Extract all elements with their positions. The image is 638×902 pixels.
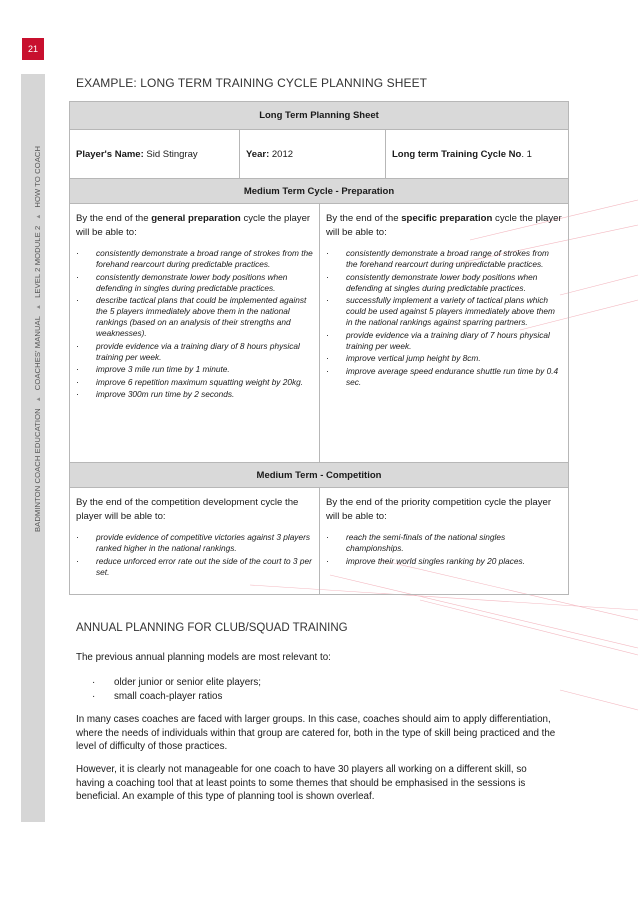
year-cell bbox=[240, 130, 386, 179]
year-label: Year: bbox=[246, 148, 270, 160]
competition-development-intro: By the end of the competition development cycle the player will be able to: bbox=[76, 497, 299, 522]
page-number: 21 bbox=[22, 38, 44, 60]
list-item: · reach the semi-finals of the national singles championships. bbox=[326, 532, 562, 554]
list-item: · improve average speed endurance shuttle run time by 0.4 sec. bbox=[326, 366, 562, 388]
year-value: 2012 bbox=[271, 148, 294, 160]
general-preparation-intro: By the end of the general preparation cycle the player will be able to: bbox=[76, 213, 311, 238]
cycle-number-punct: . bbox=[521, 148, 524, 160]
competition-development-cell bbox=[70, 488, 320, 595]
player-name-value: Sid Stingray bbox=[146, 148, 198, 160]
general-preparation-list bbox=[70, 248, 319, 400]
preparation-header: Medium Term Cycle - Preparation bbox=[70, 179, 569, 204]
breadcrumb-item: COACHES' MANUAL bbox=[33, 315, 42, 391]
sheet-title: Long Term Planning Sheet bbox=[70, 102, 569, 130]
competition-header: Medium Term - Competition bbox=[70, 463, 569, 488]
competition-development-list bbox=[70, 532, 319, 578]
list-item: · small coach-player ratios bbox=[92, 690, 261, 704]
cycle-number-label: Long term Training Cycle No bbox=[392, 148, 522, 160]
list-item: · improve 300m run time by 2 seconds. bbox=[76, 389, 313, 400]
priority-competition-list bbox=[320, 532, 568, 567]
breadcrumb-separator-icon: ▲ bbox=[36, 303, 42, 310]
list-item: · improve vertical jump height by 8cm. bbox=[326, 353, 562, 364]
list-item: · provide evidence via a training diary of 8 hours physical training per week. bbox=[76, 341, 313, 363]
cycle-number-cell bbox=[386, 130, 569, 179]
planning-sheet-table bbox=[69, 101, 569, 595]
specific-preparation-intro: By the end of the specific preparation cycle the player will be able to: bbox=[326, 213, 562, 238]
annual-intro: The previous annual planning models are most relevant to: bbox=[76, 652, 331, 663]
general-preparation-cell bbox=[70, 204, 320, 463]
sidebar-breadcrumb bbox=[33, 146, 42, 532]
list-item: · provide evidence via a training diary of 7 hours physical training per week. bbox=[326, 330, 562, 352]
specific-preparation-cell bbox=[320, 204, 569, 463]
list-item: · improve 6 repetition maximum squatting weight by 20kg. bbox=[76, 377, 313, 388]
annual-bullet-list bbox=[92, 676, 261, 704]
breadcrumb-separator-icon: ▲ bbox=[36, 213, 42, 220]
list-item: · successfully implement a variety of tactical plans which could be used against 5 players immediately above them in the national rankings against sparring partners. bbox=[326, 295, 562, 328]
list-item: · describe tactical plans that could be implemented against the 5 players immediately above them in the national rankings (based on an analysis of their strengths and weaknesses). bbox=[76, 295, 313, 339]
example-title: EXAMPLE: LONG TERM TRAINING CYCLE PLANNING SHEET bbox=[76, 76, 428, 90]
priority-competition-intro: By the end of the priority competition cycle the player will be able to: bbox=[326, 497, 552, 522]
list-item: · older junior or senior elite players; bbox=[92, 676, 261, 690]
breadcrumb-item: LEVEL 2 MODULE 2 bbox=[33, 225, 42, 298]
list-item: · consistently demonstrate a broad range of strokes from the forehand rearcourt during unpredictable practices. bbox=[326, 248, 562, 270]
list-item: · consistently demonstrate lower body positions when defending in singles during predictable practices. bbox=[76, 272, 313, 294]
player-name-cell bbox=[70, 130, 240, 179]
list-item: · consistently demonstrate lower body positions when defending at singles during predictable practices. bbox=[326, 272, 562, 294]
list-item: · reduce unforced error rate out the side of the court to 3 per set. bbox=[76, 556, 313, 578]
cycle-number-value: 1 bbox=[526, 148, 532, 160]
annual-paragraph-2: However, it is clearly not manageable for one coach to have 30 players all working on a different skill, so having a coaching tool that at least points to some themes that should be emphasised in the sessions is beneficial. An example of this type of planning tool is shown overleaf. bbox=[76, 764, 527, 802]
breadcrumb-item: HOW TO COACH bbox=[33, 145, 42, 208]
list-item: · improve their world singles ranking by 20 places. bbox=[326, 556, 562, 567]
list-item: · improve 3 mile run time by 1 minute. bbox=[76, 364, 313, 375]
breadcrumb-item: BADMINTON COACH EDUCATION bbox=[33, 408, 42, 532]
annual-planning-title: ANNUAL PLANNING FOR CLUB/SQUAD TRAINING bbox=[76, 622, 348, 634]
specific-preparation-list bbox=[320, 248, 568, 388]
breadcrumb-separator-icon: ▲ bbox=[36, 396, 42, 403]
priority-competition-cell bbox=[320, 488, 569, 595]
annual-paragraph-1: In many cases coaches are faced with larger groups. In this case, coaches should aim to apply differentiation, where the needs of individuals within that group are catered for, both in the type of skill being practiced and the level of difficulty of those practices. bbox=[76, 714, 556, 752]
player-name-label: Player's Name: bbox=[76, 148, 144, 160]
list-item: · consistently demonstrate a broad range of strokes from the forehand rearcourt during predictable practices. bbox=[76, 248, 313, 270]
list-item: · provide evidence of competitive victories against 3 players ranked higher in the national rankings. bbox=[76, 532, 313, 554]
